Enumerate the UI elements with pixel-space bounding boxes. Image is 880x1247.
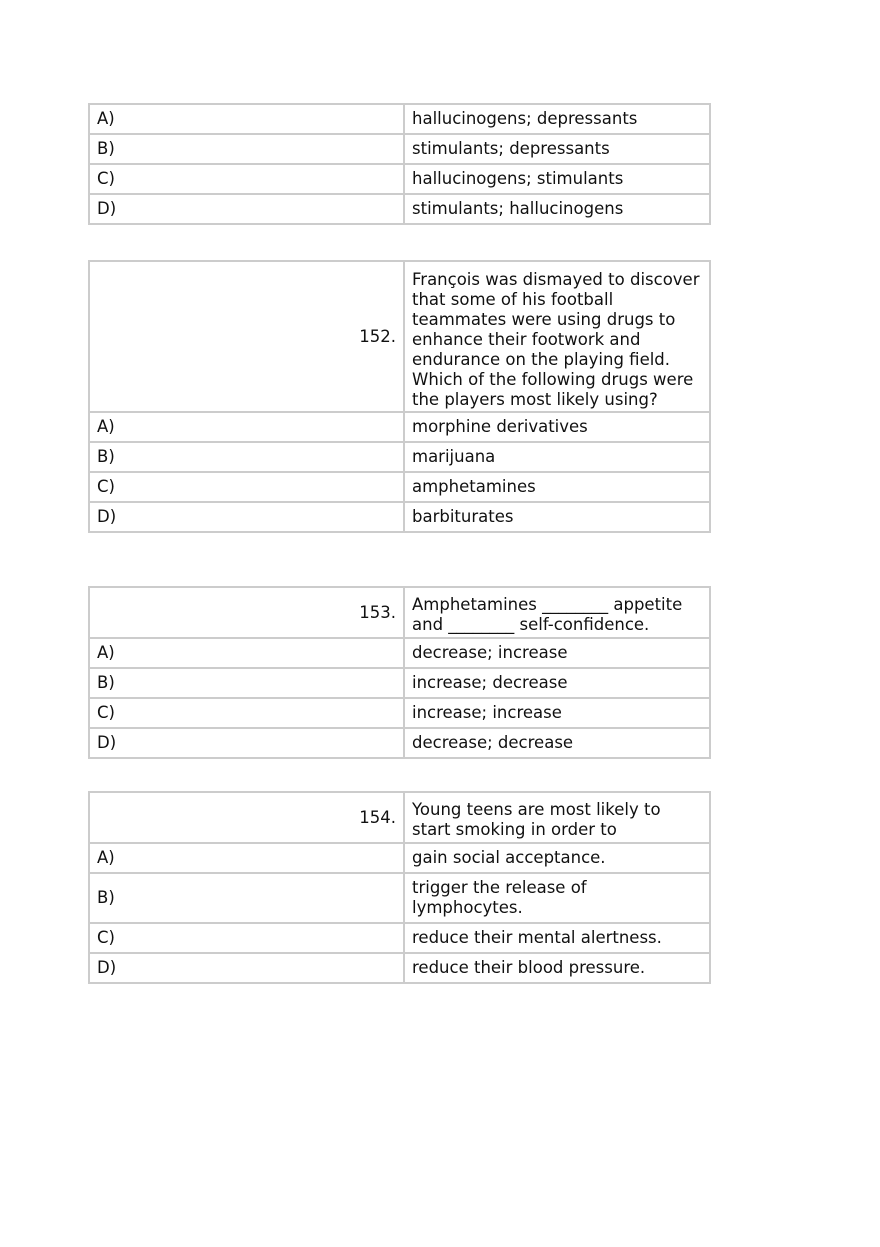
option-text: stimulants; hallucinogens	[404, 194, 710, 224]
option-text: reduce their blood pressure.	[404, 953, 710, 983]
option-label: B)	[89, 668, 404, 698]
option-row	[89, 668, 710, 698]
question-number: 153.	[89, 587, 404, 638]
option-label: D)	[89, 728, 404, 758]
option-label: C)	[89, 698, 404, 728]
option-label: A)	[89, 412, 404, 442]
question-row	[89, 792, 710, 843]
question-number: 152.	[89, 261, 404, 412]
option-row	[89, 953, 710, 983]
option-label: B)	[89, 873, 404, 923]
option-text: gain social acceptance.	[404, 843, 710, 873]
option-text: hallucinogens; depressants	[404, 104, 710, 134]
question-153-table	[88, 586, 711, 759]
question-stem: Young teens are most likely to start smoking in order to	[404, 792, 710, 843]
option-row	[89, 412, 710, 442]
question-number: 154.	[89, 792, 404, 843]
option-label: D)	[89, 502, 404, 532]
option-text: marijuana	[404, 442, 710, 472]
option-text: barbiturates	[404, 502, 710, 532]
option-row	[89, 698, 710, 728]
option-label: B)	[89, 134, 404, 164]
option-label: A)	[89, 843, 404, 873]
option-row	[89, 134, 710, 164]
option-row	[89, 104, 710, 134]
option-row	[89, 843, 710, 873]
option-label: A)	[89, 638, 404, 668]
option-text: increase; decrease	[404, 668, 710, 698]
option-text: trigger the release of lymphocytes.	[404, 873, 710, 923]
option-text: reduce their mental alertness.	[404, 923, 710, 953]
option-row	[89, 728, 710, 758]
option-row	[89, 442, 710, 472]
question-row	[89, 261, 710, 412]
option-text: decrease; decrease	[404, 728, 710, 758]
option-text: decrease; increase	[404, 638, 710, 668]
question-152-table	[88, 260, 711, 533]
option-label: D)	[89, 194, 404, 224]
question-stem: François was dismayed to discover that some of his football teammates were using drugs to enhance their footwork and endurance on the playing field. Which of the following drugs were the players most likely using?	[404, 261, 710, 412]
option-text: morphine derivatives	[404, 412, 710, 442]
option-text: amphetamines	[404, 472, 710, 502]
question-row	[89, 587, 710, 638]
question-stem: Amphetamines ________ appetite and ________ self-confidence.	[404, 587, 710, 638]
option-text: stimulants; depressants	[404, 134, 710, 164]
option-row	[89, 873, 710, 923]
option-row	[89, 194, 710, 224]
question-151-options-table	[88, 103, 711, 225]
option-label: A)	[89, 104, 404, 134]
option-row	[89, 923, 710, 953]
option-row	[89, 472, 710, 502]
question-154-table	[88, 791, 711, 984]
option-row	[89, 164, 710, 194]
option-label: C)	[89, 164, 404, 194]
option-row	[89, 502, 710, 532]
option-row	[89, 638, 710, 668]
option-label: D)	[89, 953, 404, 983]
option-label: C)	[89, 472, 404, 502]
option-text: increase; increase	[404, 698, 710, 728]
option-label: B)	[89, 442, 404, 472]
option-text: hallucinogens; stimulants	[404, 164, 710, 194]
option-label: C)	[89, 923, 404, 953]
